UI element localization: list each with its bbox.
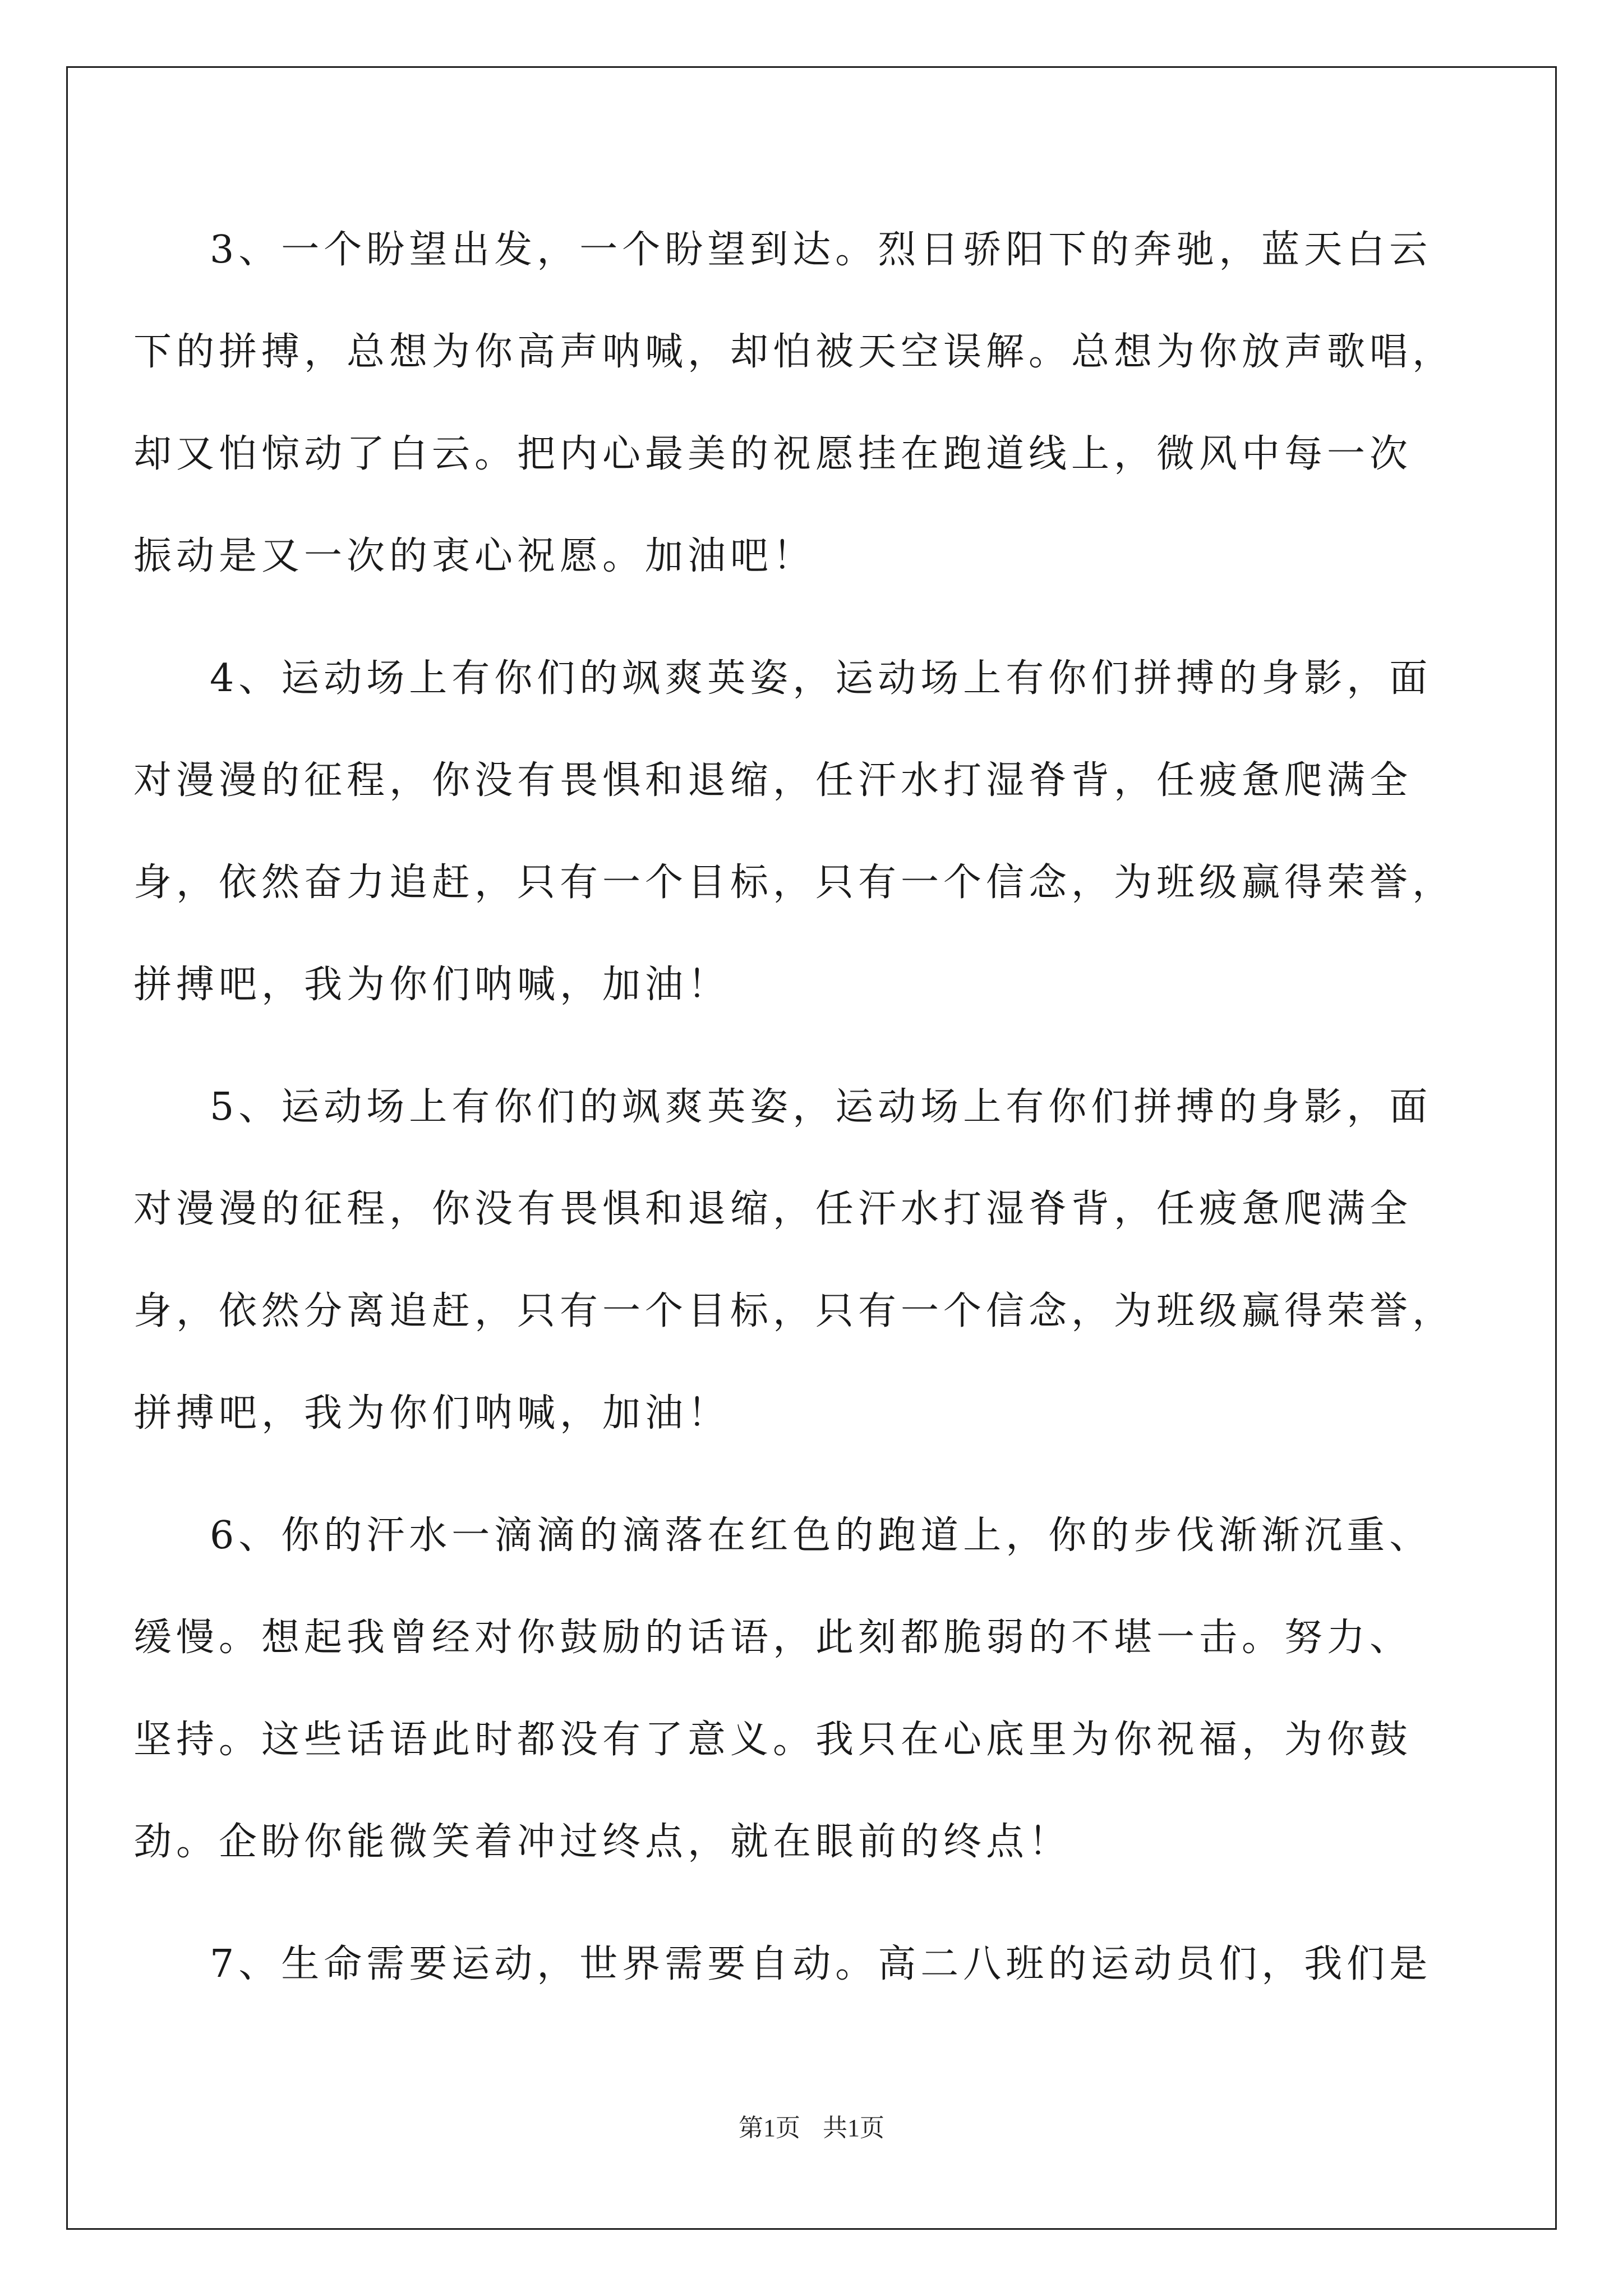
paragraph-4-line-3: 身，依然奋力追赶，只有一个目标，只有一个信念，为班级赢得荣誉，	[133, 861, 1455, 905]
paragraph-5-line-2: 对漫漫的征程，你没有畏惧和退缩，任汗水打湿脊背，任疲惫爬满全	[133, 1187, 1413, 1231]
paragraph-5-line-3: 身，依然分离追赶，只有一个目标，只有一个信念，为班级赢得荣誉，	[133, 1289, 1455, 1333]
page-total: 共1页	[823, 2114, 884, 2142]
paragraph-4-line-4: 拼搏吧，我为你们呐喊，加油！	[133, 963, 731, 1007]
paragraph-6-line-4: 劲。企盼你能微笑着冲过终点，就在眼前的终点！	[133, 1820, 1072, 1864]
page-footer	[0, 2111, 1623, 2145]
page-frame	[66, 66, 1557, 2230]
paragraph-3-line-2: 下的拼搏，总想为你高声呐喊，却怕被天空误解。总想为你放声歌唱，	[133, 330, 1455, 374]
paragraph-5-line-1: 5、运动场上有你们的飒爽英姿，运动场上有你们拼搏的身影，面	[210, 1085, 1432, 1129]
page-number: 第1页	[739, 2114, 800, 2142]
paragraph-6-line-3: 坚持。这些话语此时都没有了意义。我只在心底里为你祝福，为你鼓	[133, 1718, 1413, 1762]
paragraph-5-line-4: 拼搏吧，我为你们呐喊，加油！	[133, 1391, 731, 1435]
paragraph-3-line-1: 3、一个盼望出发，一个盼望到达。烈日骄阳下的奔驰，蓝天白云	[210, 228, 1432, 272]
paragraph-6-line-1: 6、你的汗水一滴滴的滴落在红色的跑道上，你的步伐渐渐沉重、	[210, 1513, 1432, 1558]
paragraph-7-line-1: 7、生命需要运动，世界需要自动。高二八班的运动员们，我们是	[210, 1942, 1432, 1986]
paragraph-4-line-2: 对漫漫的征程，你没有畏惧和退缩，任汗水打湿脊背，任疲惫爬满全	[133, 758, 1413, 803]
paragraph-3-line-4: 振动是又一次的衷心祝愿。加油吧！	[133, 534, 816, 578]
paragraph-6-line-2: 缓慢。想起我曾经对你鼓励的话语，此刻都脆弱的不堪一击。努力、	[133, 1616, 1413, 1660]
paragraph-4-line-1: 4、运动场上有你们的飒爽英姿，运动场上有你们拼搏的身影，面	[210, 656, 1432, 701]
paragraph-3-line-3: 却又怕惊动了白云。把内心最美的祝愿挂在跑道线上，微风中每一次	[133, 432, 1413, 476]
